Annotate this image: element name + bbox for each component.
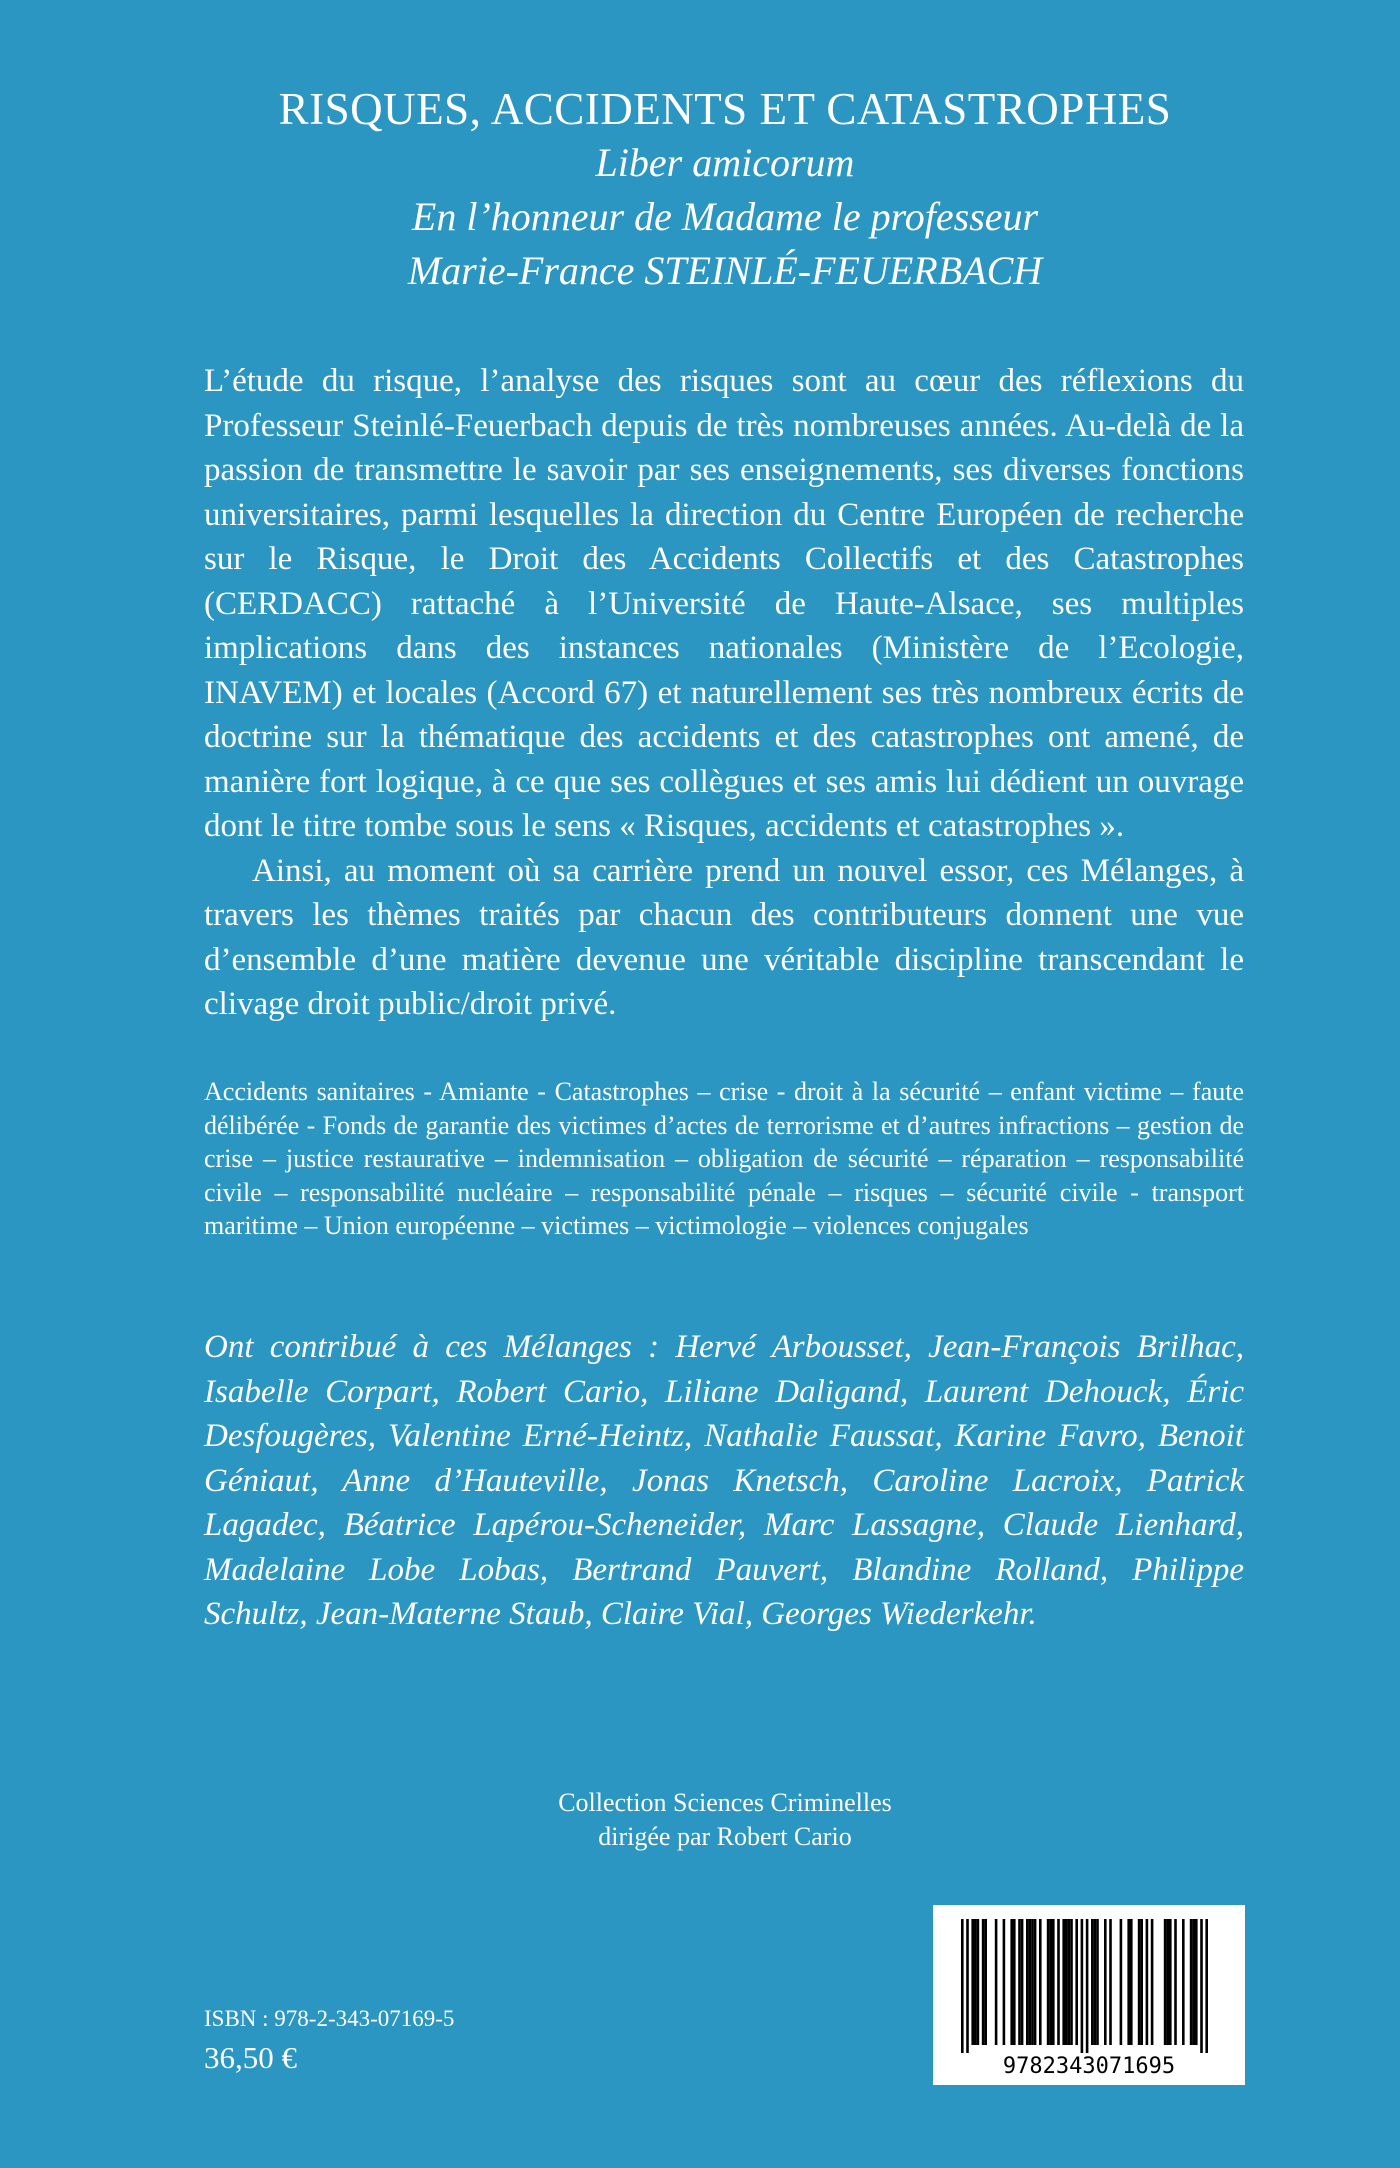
barcode-bar — [1130, 1919, 1133, 2045]
barcode-bar — [1104, 1919, 1107, 2045]
barcode-bar — [1094, 1919, 1097, 2045]
isbn: ISBN : 978-2-343-07169-5 — [204, 2006, 455, 2031]
barcode-bar — [1029, 1919, 1032, 2045]
barcode-bar — [1151, 1919, 1154, 2045]
barcode-bar — [1195, 1919, 1198, 2045]
barcode-bar — [1138, 1919, 1141, 2045]
barcode-bar — [1200, 1919, 1203, 2053]
barcode-bar — [1047, 1919, 1050, 2045]
barcode-bar — [1013, 1919, 1016, 2045]
summary — [204, 359, 1244, 1027]
barcode-bar — [1052, 1919, 1055, 2045]
barcode-bar — [1062, 1919, 1065, 2045]
barcode-bar — [1010, 1919, 1013, 2045]
barcode-bar — [1205, 1919, 1208, 2053]
barcode-bar — [1146, 1919, 1149, 2045]
barcode-bar — [977, 1919, 980, 2045]
barcode-bar — [1192, 1919, 1195, 2045]
barcode-bar — [1018, 1919, 1021, 2045]
barcode-bar — [1127, 1919, 1130, 2045]
barcode-bar — [974, 1919, 977, 2045]
barcode-bar — [1026, 1919, 1029, 2045]
barcode-bar — [1109, 1919, 1112, 2045]
summary-paragraph-1: L’étude du risque, l’analyse des risques sont au cœur des réflexions du Professeur Steinlé-Feuerbach depuis de très nombreuses années. Au-delà de la passion de transmettre le savoir par ses enseignements, ses diverses fonctions universitaires, parmi lesquelles la direction du Centre Européen de recherche sur le Risque, le Droit des Accidents Collectifs et des Catastrophes (CERDACC) rattaché à l’Université de Haute-Alsace, ses multiples implications dans des instances nationales (Ministère de l’Ecologie, INAVEM) et locales (Accord 67) et naturellement ses très nombreux écrits de doctrine sur la thématique des accidents et des catastrophes ont amené, de manière fort logique, à ce que ses collègues et ses amis lui dédient un ouvrage dont le titre tombe sous le sens « Risques, accidents et catastrophes ». — [204, 363, 1244, 844]
barcode-bar — [1057, 1919, 1060, 2045]
barcode-bar — [1021, 1919, 1024, 2045]
barcode — [933, 1905, 1245, 2085]
barcode-bar — [1190, 1919, 1193, 2045]
barcode-bar — [966, 1919, 969, 2053]
price: 36,50 € — [204, 2040, 297, 2075]
barcode-bar — [1086, 1919, 1089, 2053]
barcode-bar — [1120, 1919, 1123, 2045]
title-block — [0, 82, 1400, 298]
barcode-bar — [1140, 1919, 1143, 2045]
barcode-bar — [1039, 1919, 1042, 2045]
barcode-bar — [1068, 1919, 1071, 2045]
barcode-bar — [1034, 1919, 1037, 2045]
keywords: Accidents sanitaires - Amiante - Catastrophes – crise - droit à la sécurité – enfant victime – faute délibérée - Fonds de garantie des victimes d’actes de terrorisme et d’autres infractions – gestion de crise – justice restaurative – indemnisation – obligation de sécurité – réparation – responsabilité civile – responsabilité nucléaire – responsabilité pénale – risques – sécurité civile - transport maritime – Union européenne – victimes – victimologie – violences conjugales — [204, 1077, 1244, 1240]
barcode-bar — [982, 1919, 985, 2045]
book-title: RISQUES, ACCIDENTS ET CATASTROPHES — [278, 84, 1172, 134]
summary-paragraph-2: Ainsi, au moment où sa carrière prend un nouvel essor, ces Mélanges, à travers les thèmes traités par chacun des contributeurs donnent une vue d’ensemble d’une matière devenue une véritable discipline transcendant le clivage droit public/droit privé. — [204, 852, 1244, 1022]
barcode-bar — [1164, 1919, 1167, 2045]
subtitle-honoree-name: Marie-France STEINLÉ-FEUERBACH — [407, 248, 1043, 293]
contributors: Ont contribué à ces Mélanges : Hervé Arbousset, Jean-François Brilhac, Isabelle Corpart, Robert Cario, Liliane Daligand, Laurent Dehouck, Éric Desfougères, Valentine Erné-Heintz, Nathalie Faussat, Karine Favro, Benoit Géniaut, Anne d’Hauteville, Jonas Knetsch, Caroline Lacroix, Patrick Lagadec, Béatrice Lapérou-Scheneider, Marc Lassagne, Claude Lienhard, Madelaine Lobe Lobas, Bertrand Pauvert, Blandine Rolland, Philippe Schultz, Jean-Materne Staub, Claire Vial, Georges Wiederkehr. — [204, 1329, 1244, 1632]
subtitle-honneur: En l’honneur de Madame le professeur — [411, 194, 1039, 239]
barcode-bar — [1174, 1919, 1177, 2045]
collection-info — [0, 1786, 1400, 1854]
barcode-bar — [1049, 1919, 1052, 2045]
barcode-bar — [1169, 1919, 1172, 2045]
barcode-bar — [1070, 1919, 1073, 2045]
barcode-bar — [984, 1919, 987, 2045]
barcode-bar — [1091, 1919, 1094, 2045]
collection-name: Collection Sciences Criminelles — [558, 1788, 892, 1817]
barcode-bar — [1081, 1919, 1084, 2053]
barcode-bar — [1031, 1919, 1034, 2045]
barcode-bar — [1075, 1919, 1078, 2045]
barcode-bar — [995, 1919, 998, 2045]
barcode-digits: 9782343071695 — [1002, 2054, 1176, 2079]
barcode-bar — [1065, 1919, 1068, 2045]
barcode-bar — [971, 1919, 974, 2045]
barcode-bar — [1182, 1919, 1185, 2045]
barcode-graphic — [933, 1905, 1245, 2085]
collection-director: dirigée par Robert Cario — [598, 1822, 852, 1851]
barcode-bar — [1166, 1919, 1169, 2045]
barcode-bar — [961, 1919, 964, 2053]
barcode-bar — [1096, 1919, 1099, 2045]
barcode-bar — [1003, 1919, 1006, 2045]
subtitle-liber-amicorum: Liber amicorum — [595, 140, 855, 185]
